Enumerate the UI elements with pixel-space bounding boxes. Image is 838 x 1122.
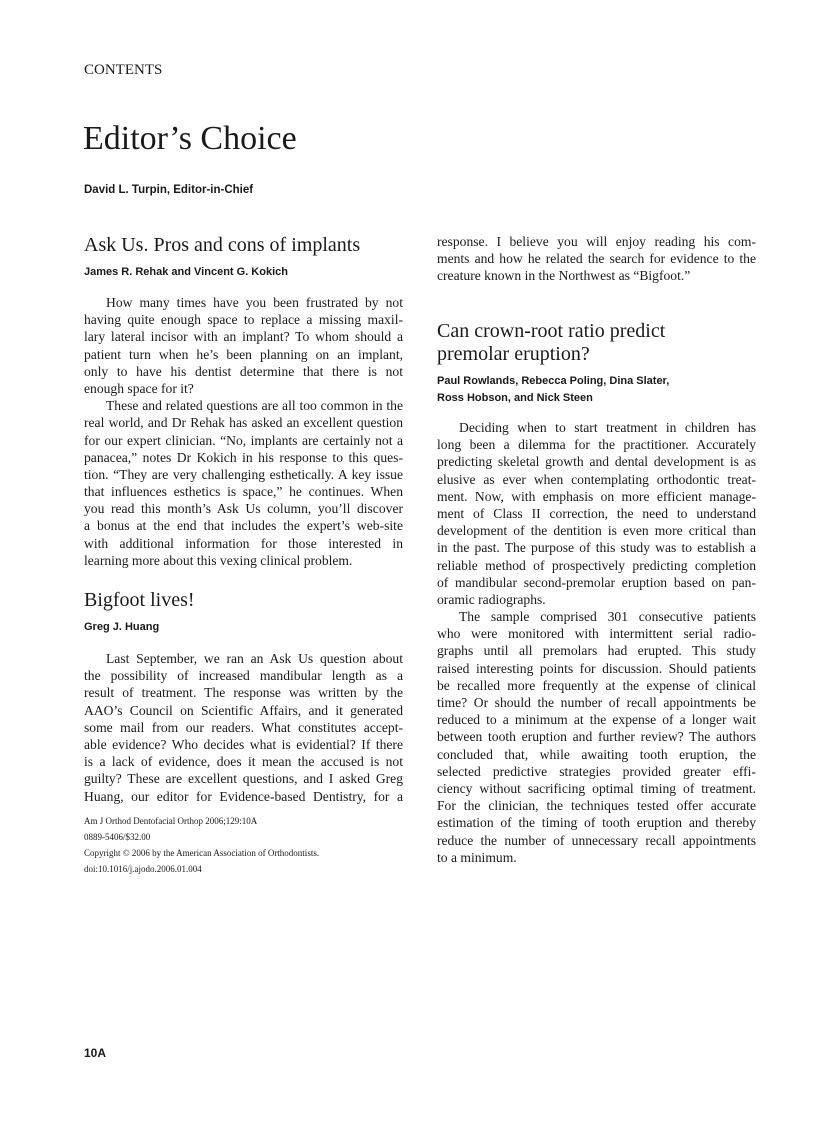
page-title: Editor’s Choice: [83, 120, 297, 157]
text-line: The sample comprised 301 consecutive patients: [459, 609, 756, 625]
text-line: raised interesting points for discussion. Should patients: [437, 660, 756, 676]
text-line: some mail from our readers. What constitutes accept-: [84, 719, 403, 735]
text-line: For the clinician, the techniques tested offer accurate: [437, 798, 756, 814]
heading-line: Can crown-root ratio predict: [437, 320, 666, 342]
text-line: only to have his dentist determine that there is not: [84, 363, 403, 379]
footer-citation: [84, 813, 319, 877]
editor-byline: David L. Turpin, Editor-in-Chief: [84, 184, 254, 196]
text-line: reliable method of prospectively predicting completion: [437, 557, 756, 573]
text-line: is a lack of evidence, does it mean the accused is not: [84, 754, 403, 770]
text-line: response. I believe you will enjoy reading his com-: [437, 234, 756, 249]
text-line: selected predictive strategies provided greater effi-: [437, 763, 756, 779]
copyright: Copyright © 2006 by the American Association of Orthodontists.: [84, 848, 320, 858]
text-line: time? Or should the number of recall appointments be: [437, 695, 756, 710]
text-line: creature known in the Northwest as “Bigfoot.”: [437, 268, 691, 284]
text-line: How many times have you been frustrated by not: [106, 295, 403, 310]
text-line: having quite enough space to replace a missing maxil-: [84, 312, 403, 328]
text-line: real world, and Dr Rehak has asked an excellent question: [84, 415, 403, 431]
text-line: for our expert clinician. “No, implants are certainly not a: [84, 432, 403, 448]
text-line: to a minimum.: [437, 849, 517, 865]
text-line: These and related questions are all too common in the: [106, 398, 403, 414]
text-line: estimation of the timing of tooth eruption and thereby: [437, 815, 756, 831]
text-line: you read this month’s Ask Us column, you’ll discover: [84, 501, 403, 517]
text-line: panacea,” notes Dr Kokich in his response to this ques-: [84, 449, 403, 465]
article-authors: James R. Rehak and Vincent G. Kokich: [84, 266, 288, 278]
author-line: Ross Hobson, and Nick Steen: [437, 391, 593, 404]
text-line: long been a dilemma for the practitioner. Accurately: [437, 437, 756, 453]
article-body: [437, 419, 756, 866]
text-line: reduced to a minimum at the expense of a longer wait: [437, 712, 756, 728]
text-line: ment. Now, with emphasis on more efficient manage-: [437, 488, 756, 504]
text-line: oramic radiographs.: [437, 591, 546, 607]
text-line: ments and how he related the search for evidence to the: [437, 251, 756, 267]
article-authors: Greg J. Huang: [84, 621, 160, 633]
text-line: Deciding when to start treatment in children has: [459, 420, 756, 435]
text-line: Huang, our editor for Evidence-based Dentistry, for a: [84, 788, 403, 804]
text-line: lary lateral incisor with an implant? To whom should a: [84, 329, 403, 345]
text-line: learning more about this vexing clinical problem.: [84, 552, 353, 568]
article-heading: Ask Us. Pros and cons of implants: [84, 234, 361, 256]
text-line: patient turn when he’s been planning on an implant,: [84, 346, 403, 362]
text-line: of mandibular second-premolar eruption based on pan-: [437, 574, 756, 590]
heading-line: premolar eruption?: [437, 343, 590, 365]
article-heading: [437, 320, 665, 366]
text-line: elusive as ever when contemplating orthodontic treat-: [437, 471, 756, 487]
article-body: [84, 294, 403, 569]
price: 0889-5406/$32.00: [84, 832, 151, 842]
text-line: between tooth eruption and further review? The authors: [437, 729, 756, 745]
text-line: a bonus at the end that includes the expert’s web-site: [84, 518, 403, 534]
text-line: ciency without sacrificing optimal timing of treatment.: [437, 780, 756, 796]
text-line: predicting skeletal growth and dental development is as: [437, 454, 756, 470]
text-line: able evidence? Who decides what is evidential? If there: [84, 736, 403, 752]
text-line: guilty? These are excellent questions, and I asked Greg: [84, 771, 403, 787]
text-line: ment of Class II correction, the need to understand: [437, 505, 756, 521]
text-line: development of the dentition is even more critical than: [437, 523, 756, 539]
text-line: be recalled more frequently at the expense of clinical: [437, 677, 756, 693]
article-body-continued: [437, 233, 756, 285]
text-line: that influences esthetics is space,” he continues. When: [84, 484, 403, 500]
text-line: AAO’s Council on Scientific Affairs, and it generated: [84, 702, 403, 718]
text-line: graphs until all premolars had erupted. This study: [437, 643, 756, 659]
text-line: result of treatment. The response was written by the: [84, 685, 403, 701]
running-head: CONTENTS: [84, 62, 163, 78]
text-line: concluded that, while awaiting tooth eruption, the: [437, 746, 756, 762]
article-heading: Bigfoot lives!: [84, 589, 195, 611]
text-line: enough space for it?: [84, 380, 194, 396]
text-line: Last September, we ran an Ask Us question about: [106, 651, 403, 666]
text-line: reduce the number of unnecessary recall appointments: [437, 832, 756, 848]
text-line: tion. “They are very challenging esthetically. A key issue: [84, 466, 403, 482]
article-body: [84, 650, 403, 805]
page-number: 10A: [84, 1046, 107, 1060]
text-line: who were monitored with intermittent serial radio-: [437, 626, 756, 642]
author-line: Paul Rowlands, Rebecca Poling, Dina Slater,: [437, 375, 670, 387]
citation: Am J Orthod Dentofacial Orthop 2006;129:10A: [84, 816, 258, 826]
text-line: with additional information for those interested in: [84, 535, 403, 551]
doi: doi:10.1016/j.ajodo.2006.01.004: [84, 864, 202, 874]
text-line: in the past. The purpose of this study was to establish a: [437, 540, 756, 556]
article-authors: [437, 373, 669, 406]
text-line: the possibility of increased mandibular length as a: [84, 668, 403, 684]
